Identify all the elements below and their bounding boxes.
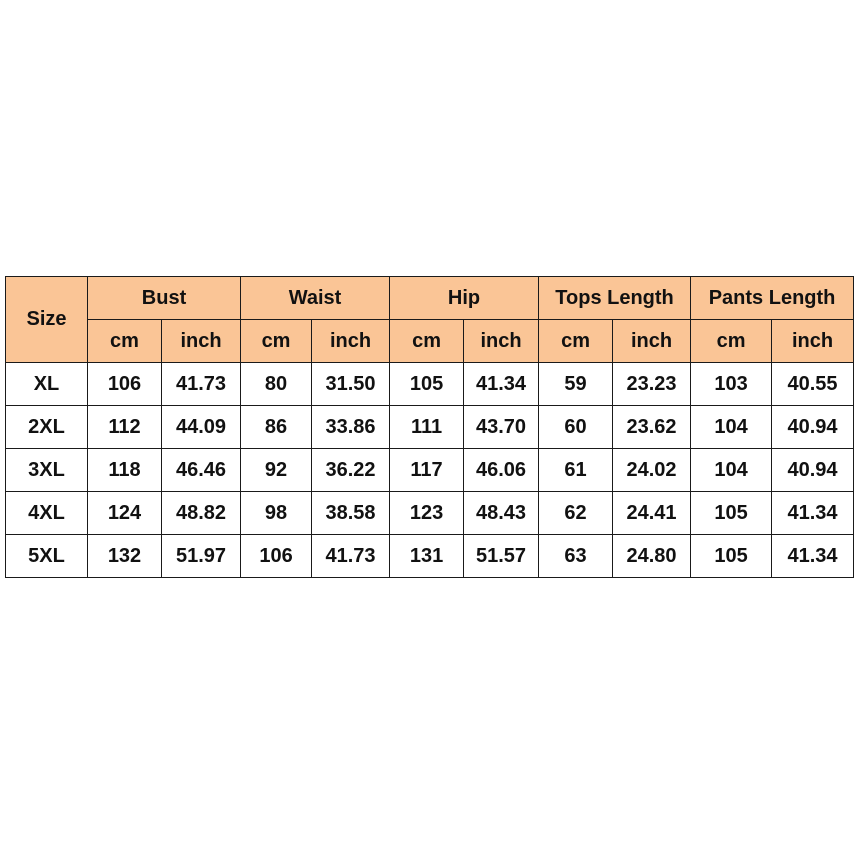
size-cell: XL — [6, 363, 88, 406]
measurement-cell: 44.09 — [162, 406, 241, 449]
measurement-cell: 105 — [691, 492, 772, 535]
measurement-cell: 24.41 — [613, 492, 691, 535]
size-cell: 5XL — [6, 535, 88, 578]
table-row — [6, 492, 854, 535]
measurement-cell: 24.02 — [613, 449, 691, 492]
measurement-cell: 23.62 — [613, 406, 691, 449]
measurement-cell: 36.22 — [312, 449, 390, 492]
measurement-cell: 62 — [539, 492, 613, 535]
unit-header: inch — [162, 320, 241, 363]
measurement-cell: 105 — [390, 363, 464, 406]
table-body — [6, 363, 854, 578]
group-header: Waist — [241, 277, 390, 320]
measurement-cell: 92 — [241, 449, 312, 492]
measurement-cell: 131 — [390, 535, 464, 578]
size-header: Size — [6, 277, 88, 363]
measurement-cell: 132 — [88, 535, 162, 578]
measurement-cell: 60 — [539, 406, 613, 449]
group-header: Tops Length — [539, 277, 691, 320]
unit-header: inch — [613, 320, 691, 363]
size-cell: 4XL — [6, 492, 88, 535]
measurement-cell: 41.34 — [464, 363, 539, 406]
measurement-cell: 40.94 — [772, 406, 854, 449]
unit-header: inch — [312, 320, 390, 363]
measurement-cell: 98 — [241, 492, 312, 535]
measurement-cell: 118 — [88, 449, 162, 492]
unit-header: inch — [464, 320, 539, 363]
header-unit-row — [6, 320, 854, 363]
measurement-cell: 124 — [88, 492, 162, 535]
measurement-cell: 61 — [539, 449, 613, 492]
measurement-cell: 51.57 — [464, 535, 539, 578]
unit-header: cm — [539, 320, 613, 363]
measurement-cell: 41.73 — [312, 535, 390, 578]
measurement-cell: 80 — [241, 363, 312, 406]
table-row — [6, 535, 854, 578]
measurement-cell: 33.86 — [312, 406, 390, 449]
unit-header: cm — [88, 320, 162, 363]
measurement-cell: 106 — [241, 535, 312, 578]
measurement-cell: 104 — [691, 449, 772, 492]
measurement-cell: 46.06 — [464, 449, 539, 492]
measurement-cell: 51.97 — [162, 535, 241, 578]
unit-header: inch — [772, 320, 854, 363]
measurement-cell: 63 — [539, 535, 613, 578]
measurement-cell: 41.34 — [772, 492, 854, 535]
group-header: Hip — [390, 277, 539, 320]
measurement-cell: 86 — [241, 406, 312, 449]
measurement-cell: 31.50 — [312, 363, 390, 406]
measurement-cell: 106 — [88, 363, 162, 406]
measurement-cell: 105 — [691, 535, 772, 578]
size-cell: 3XL — [6, 449, 88, 492]
unit-header: cm — [241, 320, 312, 363]
measurement-cell: 103 — [691, 363, 772, 406]
measurement-cell: 43.70 — [464, 406, 539, 449]
measurement-cell: 23.23 — [613, 363, 691, 406]
group-header: Bust — [88, 277, 241, 320]
measurement-cell: 48.82 — [162, 492, 241, 535]
unit-header: cm — [691, 320, 772, 363]
measurement-cell: 24.80 — [613, 535, 691, 578]
measurement-cell: 104 — [691, 406, 772, 449]
measurement-cell: 40.94 — [772, 449, 854, 492]
table-row — [6, 449, 854, 492]
measurement-cell: 112 — [88, 406, 162, 449]
header-group-row — [6, 277, 854, 320]
measurement-cell: 59 — [539, 363, 613, 406]
measurement-cell: 38.58 — [312, 492, 390, 535]
table-row — [6, 406, 854, 449]
measurement-cell: 48.43 — [464, 492, 539, 535]
size-cell: 2XL — [6, 406, 88, 449]
unit-header: cm — [390, 320, 464, 363]
measurement-cell: 46.46 — [162, 449, 241, 492]
measurement-cell: 40.55 — [772, 363, 854, 406]
table-row — [6, 363, 854, 406]
measurement-cell: 123 — [390, 492, 464, 535]
size-chart-table — [5, 276, 854, 578]
group-header: Pants Length — [691, 277, 854, 320]
measurement-cell: 41.34 — [772, 535, 854, 578]
measurement-cell: 41.73 — [162, 363, 241, 406]
measurement-cell: 111 — [390, 406, 464, 449]
measurement-cell: 117 — [390, 449, 464, 492]
